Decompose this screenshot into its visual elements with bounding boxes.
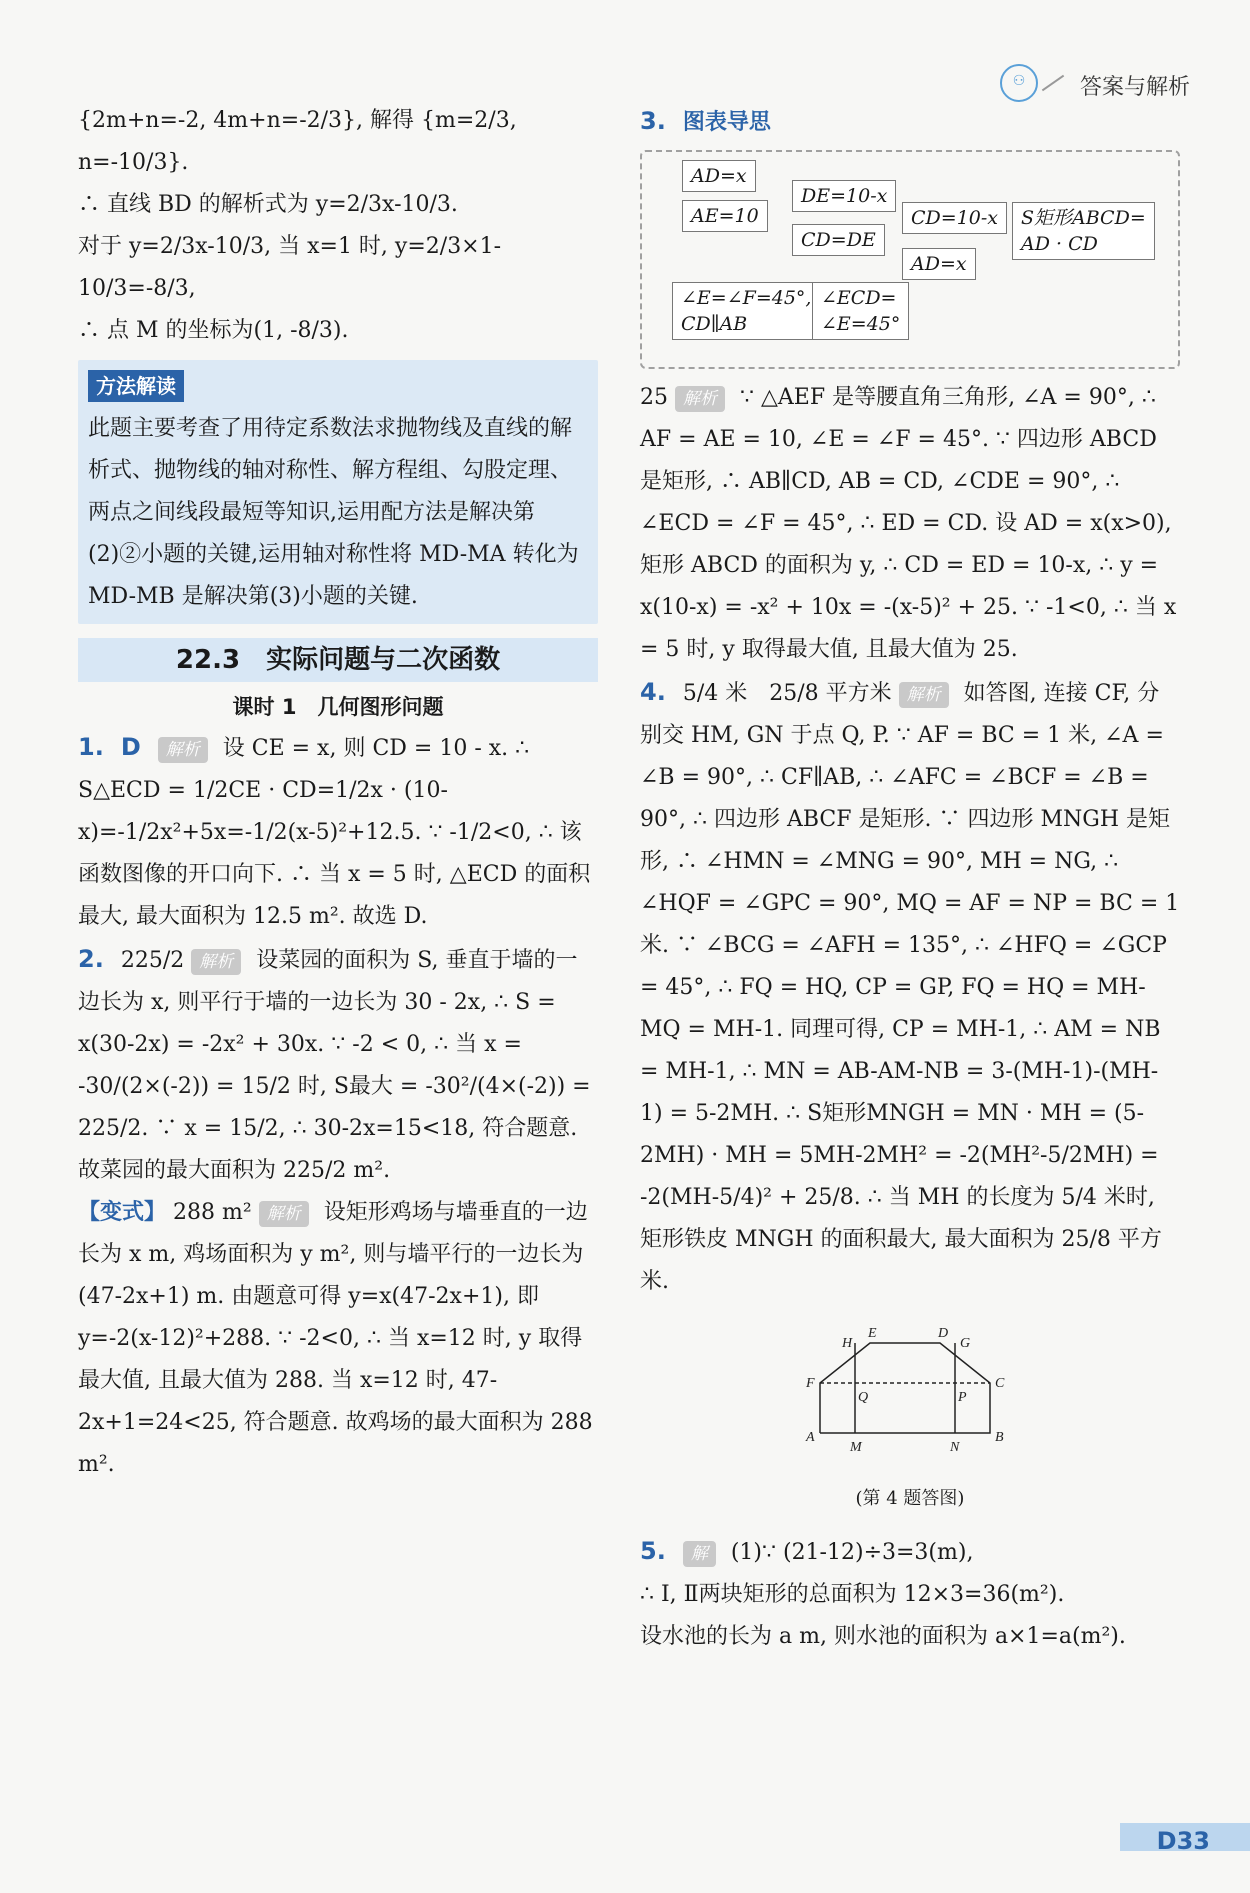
label-p: P — [958, 1390, 967, 1405]
q4-diagram — [790, 1313, 1030, 1463]
label-f: F — [806, 1376, 815, 1391]
question-3-answer — [640, 377, 1180, 671]
flow-box-angles — [672, 282, 820, 340]
q4-figure — [640, 1313, 1180, 1520]
variant-text: 设矩形鸡场与墙垂直的一边长为 x m, 鸡场面积为 y m², 则与墙平行的一边长为(47-2x+1) m. 由题意可得 y=x(47-2x+1), 即 y=-2(x-12)²+288. ∵ -2<0, ∴ 当 x=12 时, y 取得最大值, 且最大值为 288. 当 x=12 时, 47-2x+1=24<25, 符合题意. 故鸡场的最大面积为 288 m². — [78, 1200, 593, 1477]
label-e: E — [868, 1326, 877, 1341]
q1-text: 设 CE = x, 则 CD = 10 - x. ∴ S△ECD = 1/2CE · CD=1/2x · (10-x)=-1/2x²+5x=-1/2(x-5)²+12.5. ∵ -1/2<0, ∴ 该函数图像的开口向下. ∴ 当 x = 5 时, △ECD 的面积最大, 最大面积为 12.5 m². 故选 D. — [78, 736, 591, 929]
q2-answer: 225/2 — [120, 948, 185, 973]
label-c: C — [995, 1376, 1005, 1391]
q4-number: 4. — [640, 678, 666, 706]
q2-number: 2. — [78, 945, 104, 973]
q1-tag: 解析 — [158, 737, 208, 763]
flow-area-label: S矩形ABCD= — [1021, 207, 1146, 229]
subsection-title: 课时 1 几何图形问题 — [232, 695, 444, 719]
q5-line1: (1)∵ (21-12)÷3=3(m), — [730, 1540, 974, 1565]
flow-diagram — [640, 150, 1180, 369]
flow-ecd-1: ∠ECD= — [821, 287, 897, 309]
question-3-heading — [640, 100, 1180, 144]
q5-tag: 解 — [683, 1541, 716, 1567]
label-d: D — [938, 1326, 949, 1341]
q2-text: 设菜园的面积为 S, 垂直于墙的一边长为 x, 则平行于墙的一边长为 30 - 2x, ∴ S = x(30-2x) = -2x² + 30x. ∵ -2 < 0, ∴ 当 x = -30/(2×(-2)) = 15/2 时, S最大 = -30²/(4×(-2)) = 225/2. ∵ x = 15/2, ∴ 30-2x=15<18, 符合题意. 故菜园的最大面积为 225/2 m². — [78, 948, 591, 1183]
flow-ecd-2: ∠E=45° — [821, 313, 901, 335]
flow-box-cd: CD=10-x — [902, 202, 1007, 234]
q1-answer: D — [120, 733, 141, 761]
variant — [78, 1192, 598, 1486]
point-m: ∴ 点 M 的坐标为(1, -8/3). — [78, 318, 349, 343]
question-2 — [78, 938, 598, 1192]
header-person-icon: ⚇ — [1000, 64, 1038, 102]
q3-answer: 25 — [640, 385, 668, 410]
q3-number: 3. — [640, 107, 666, 135]
label-b: B — [995, 1430, 1004, 1445]
variant-tag: 解析 — [259, 1201, 309, 1227]
line-bd: ∴ 直线 BD 的解析式为 y=2/3x-10/3. — [78, 192, 458, 217]
method-box — [78, 360, 598, 624]
section-title: 22.3 实际问题与二次函数 — [78, 638, 598, 682]
q1-number: 1. — [78, 733, 104, 761]
variant-answer: 288 m² — [173, 1200, 252, 1225]
right-column — [640, 100, 1180, 1658]
for-y: 对于 y=2/3x-10/3, 当 x=1 时, y=2/3×1-10/3=-8/3, — [78, 234, 502, 301]
q4-text: 如答图, 连接 CF, 分别交 HM, GN 于点 Q, P. ∵ AF = BC = 1 米, ∠A = ∠B = 90°, ∴ CF∥AB, ∴ ∠AFC = ∠BCF = ∠B = 90°, ∴ 四边形 ABCF 是矩形. ∵ 四边形 MNGH 是矩形, ∴ ∠HMN = ∠MNG = 90°, MH = NG, ∴ ∠HQF = ∠GPC = 90°, MQ = AF = NP = BC = 1 米. ∵ ∠BCG = ∠AFH = 135°, ∴ ∠HFQ = ∠GCP = 45°, ∴ FQ = HQ, CP = GP, FQ = HQ = MH-MQ = MH-1. 同理可得, CP = MH-1, ∴ AM = NB = MH-1, ∴ MN = AB-AM-NB = 3-(MH-1)-(MH-1) = 5-2MH. ∴ S矩形MNGH = MN · MH = (5-2MH) · MH = 5MH-2MH² = -2(MH²-5/2MH) = -2(MH-5/4)² + 25/8. ∴ 当 MH 的长度为 5/4 米时, 矩形铁皮 MNGH 的面积最大, 最大面积为 25/8 平方米. — [640, 681, 1180, 1294]
label-h: H — [842, 1336, 853, 1351]
flow-box-ad2: AD=x — [902, 248, 976, 280]
variant-label: 【变式】 — [78, 1200, 167, 1225]
q3-title: 图表导思 — [682, 110, 771, 135]
q2-tag: 解析 — [191, 949, 241, 975]
q5-line2: ∴ Ⅰ, Ⅱ两块矩形的总面积为 12×3=36(m²). — [640, 1582, 1065, 1607]
label-q: Q — [858, 1390, 869, 1405]
q3-text: ∵ △AEF 是等腰直角三角形, ∠A = 90°, ∴ AF = AE = 10, ∠E = ∠F = 45°. ∵ 四边形 ABCD 是矩形, ∴ AB∥CD, AB = CD, ∠CDE = 90°, ∴ ∠ECD = ∠F = 45°, ∴ ED = CD. 设 AD = x(x>0), 矩形 ABCD 的面积为 y, ∴ CD = ED = 10-x, ∴ y = x(10-x) = -x² + 10x = -(x-5)² + 25. ∵ -1<0, ∴ 当 x = 5 时, y 取得最大值, 且最大值为 25. — [640, 385, 1177, 662]
page-header — [1012, 70, 1190, 101]
flow-box-area — [1012, 202, 1155, 260]
flow-box-ad: AD=x — [682, 160, 756, 192]
q3-tag: 解析 — [675, 386, 725, 412]
flow-box-ecd — [812, 282, 909, 340]
flow-box-de: DE=10-x — [792, 180, 896, 212]
q4-tag: 解析 — [899, 682, 949, 708]
flow-area-formula: AD · CD — [1021, 233, 1098, 255]
header-title: 答案与解析 — [1079, 75, 1190, 100]
label-n: N — [950, 1440, 960, 1455]
flow-angles-1: ∠E=∠F=45°, — [681, 287, 812, 309]
label-m: M — [850, 1440, 862, 1455]
question-4 — [640, 671, 1180, 1303]
page-number: D33 — [1156, 1827, 1210, 1855]
question-1 — [78, 726, 598, 938]
method-title: 方法解读 — [88, 370, 184, 402]
left-column — [78, 100, 598, 1486]
question-5 — [640, 1530, 1180, 1574]
equation-system: {2m+n=-2, 4m+n=-2/3}, 解得 {m=2/3, n=-10/3}. — [78, 108, 517, 175]
flow-box-ae: AE=10 — [682, 200, 768, 232]
header-divider — [1042, 75, 1064, 92]
q5-line3: 设水池的长为 a m, 则水池的面积为 a×1=a(m²). — [640, 1624, 1126, 1649]
flow-box-cd-de: CD=DE — [792, 224, 885, 256]
flow-angles-2: CD∥AB — [681, 313, 748, 335]
method-text: 此题主要考查了用待定系数法求抛物线及直线的解析式、抛物线的轴对称性、解方程组、勾股定理、两点之间线段最短等知识,运用配方法是解决第(2)②小题的关键,运用轴对称性将 MD-MA 转化为 MD-MB 是解决第(3)小题的关键. — [88, 416, 579, 609]
q5-number: 5. — [640, 1537, 666, 1565]
label-a: A — [806, 1430, 815, 1445]
q4-answer: 5/4 米 25/8 平方米 — [682, 681, 892, 706]
label-g: G — [960, 1336, 971, 1351]
figure-caption: (第 4 题答图) — [855, 1488, 965, 1509]
